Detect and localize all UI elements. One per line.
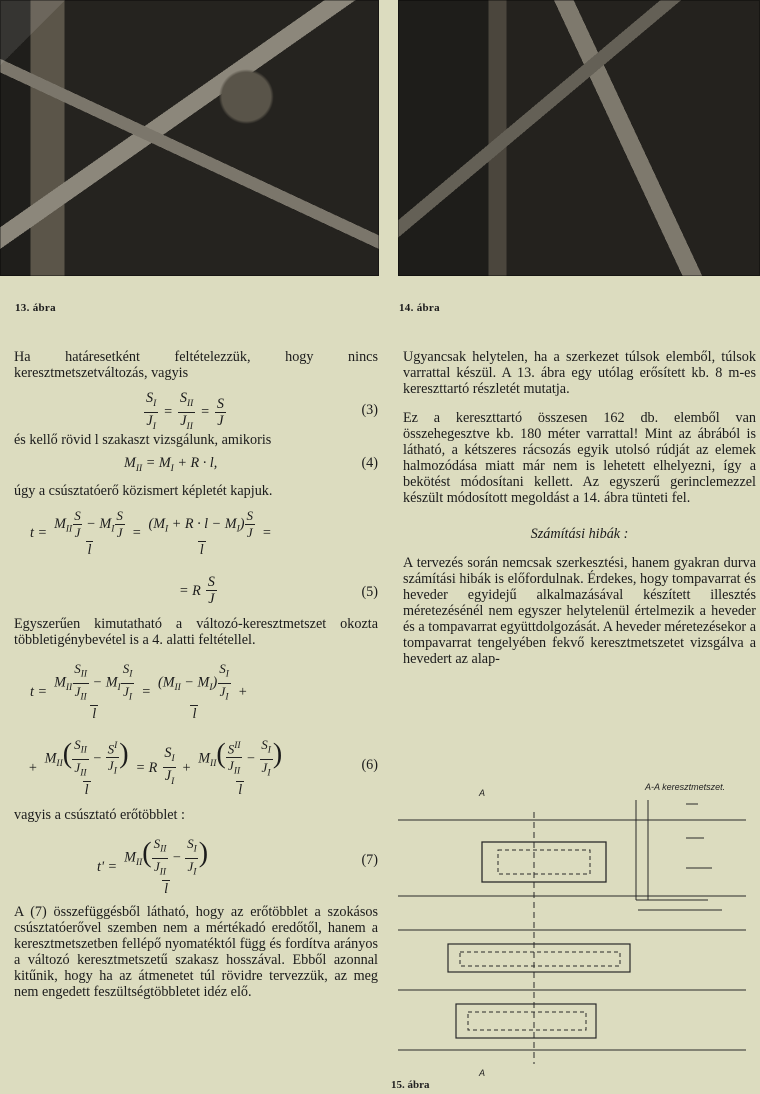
left-paragraph-2: és kellő rövid l szakaszt vizsgálunk, amikoris (14, 432, 272, 448)
left-paragraph-1: Ha határesetként feltételezzük, hogy nincs keresztmetszetváltozás, vagyis (14, 349, 378, 381)
equation-number-4: (4) (361, 455, 378, 471)
figure-14-caption: 14. ábra (399, 302, 440, 314)
figure-15-drawing (386, 780, 760, 1094)
figure-13-photo (0, 0, 379, 276)
equation-7: t' = $M_{II}$( $\frac{S_{II}}{J_{II}}$ − $\frac{S_I}{J_I}$ ) l (7) (97, 836, 378, 898)
equation-number-6: (6) (361, 757, 378, 773)
left-column (14, 349, 378, 1013)
left-paragraph-3: úgy a csúsztatóerő közismert képletét kapjuk. (14, 483, 273, 499)
equation-5: = R $\frac{S}{J}$ (5) (179, 574, 378, 607)
marker-a-bottom: A (479, 1068, 486, 1078)
left-paragraph-4: Egyszerűen kimutatható a változó-keresztmetszet okozta többletigénybevétel is a 4. alatti feltétellel. (14, 616, 378, 648)
equation-number-3: (3) (361, 402, 378, 418)
right-paragraph-1: Ugyancsak helytelen, ha a szerkezet túlsok elemből, túlsok varrattal készül. A 13. ábra egy utólag erősített kb. 8 m-es kereszttartó részletét mutatja. (403, 349, 756, 397)
figure-15-caption: 15. ábra (391, 1079, 430, 1091)
equation-6: + $M_{II}$( $\frac{S_{II}}{J_{II}}$ − $\frac{S^I}{J_I}$ ) l = R $\frac{S_I}{J_I}$ + $M_{II}$( $\frac{S^{II}}{J_{II}}$ − $\frac{S_I}{J_I}$ ) l (6) (28, 737, 378, 799)
equation-6a: t = $M_{II}$ $\frac{S_{II}}{J_{II}}$ − $M_I$ $\frac{S_I}{J_I}$ l = $(M_{II} - M_I)$ $\frac{S_I}{J_I}$ l + (30, 661, 248, 723)
figure-15-svg (386, 780, 760, 1094)
right-column (403, 349, 756, 680)
marker-a-top: A (479, 788, 486, 798)
right-paragraph-2: Ez a kereszttartó összesen 162 db. elemből van összehegesztve kb. 180 méter varrattal! Mint az ábrából is látható, a kétszeres rácsozás egyik utolsó rúdját az elemek halmozódása miatt már nem is lehetett elhelyezni, így a bekötést módosítani kellett. Az egyszerű gerinclemezzel készült módosított megoldást a 14. ábra tünteti fel. (403, 410, 756, 506)
figure-14-photo (398, 0, 760, 276)
equation-number-5: (5) (361, 584, 378, 600)
equation-4: $M_{II} = M_I + R \cdot l$, (4) (124, 455, 378, 474)
equation-number-7: (7) (361, 852, 378, 868)
section-label-text: A-A keresztmetszet. (645, 782, 726, 792)
equation-5a: t = $M_{II}$ $\frac{S}{J}$ − $M_I$ $\frac{S}{J}$ l = $(M_I + R \cdot l - M_I)$ $\frac{S}{J}$ l = (30, 508, 272, 558)
figure-13-caption: 13. ábra (15, 302, 56, 314)
right-paragraph-3: A tervezés során nemcsak szerkesztési, hanem gyakran durva számítási hibák is előfordulnak. Érdekes, hogy tompavarrat és heveder egyidejű alkalmazásával készített illesztés méretezésénél nem egyszer helytelenül értelmezik a heveder és a tompavarrat együttdolgozását. A heveder méretezésekor a tompavarrat tengelyében fekvő keresztmetszetet vizsgálva a hevedert az alap- (403, 555, 756, 667)
left-paragraph-6: A (7) összefüggésből látható, hogy az erőtöbblet a szokásos csúsztatóerővel szemben nem a mértékadó eredőtől, hanem a keresztmetszetben fellépő nyomatéktól függ és fordítva arányos a változó keresztmetszetű szakasz hosszával. Ebből azonnal kitűnik, hogy ha az átmenetet túl rövidre tervezzük, az meg nem engedett feszültségtöbbletet idéz elő. (14, 904, 378, 1000)
section-title: Számítási hibák : (530, 526, 629, 542)
left-paragraph-5: vagyis a csúsztató erőtöbblet : (14, 807, 185, 823)
equation-3: $\frac{S_I}{J_I}$ = $\frac{S_{II}}{J_{II}}$ = $\frac{S}{J}$ (3) (14, 394, 378, 422)
